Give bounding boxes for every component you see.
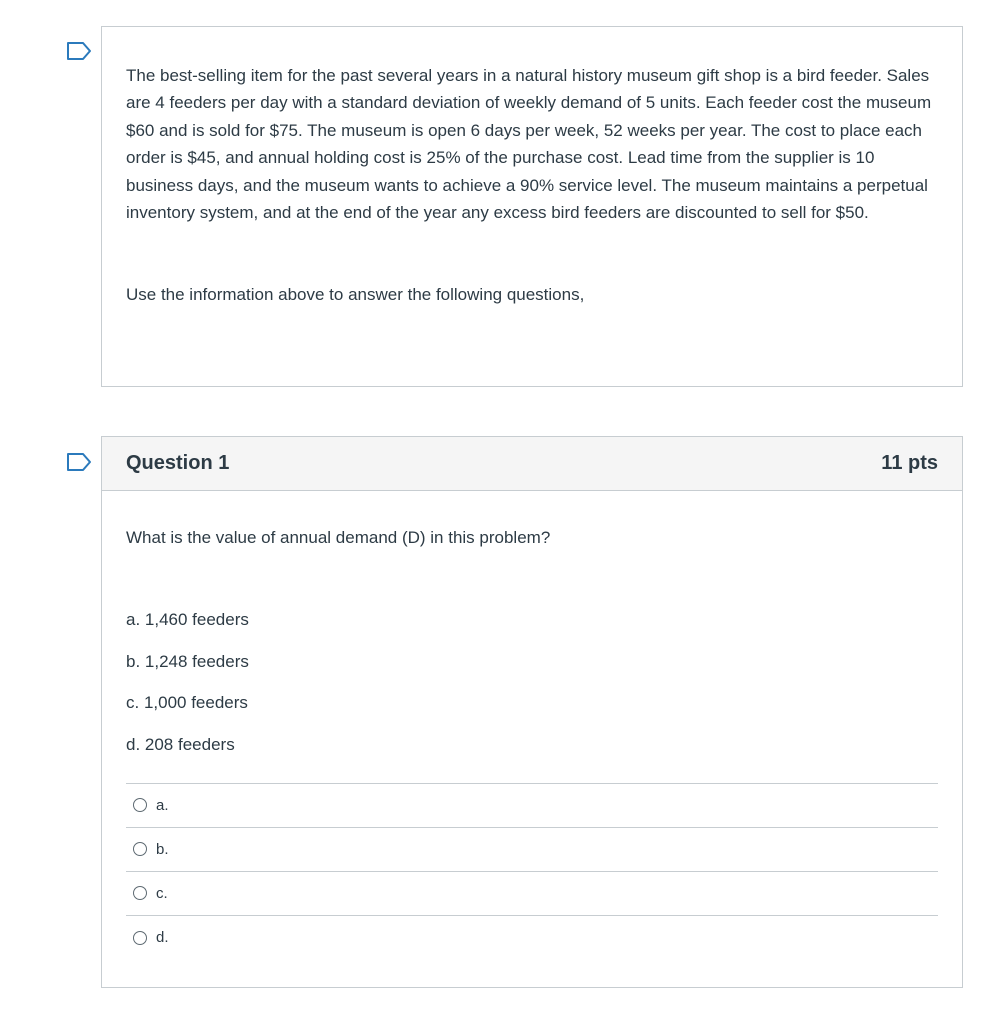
radio-button[interactable] xyxy=(133,842,147,856)
flag-icon[interactable] xyxy=(66,41,92,61)
intro-text: The best-selling item for the past several years in a natural history museum gift shop is a bird feeder. Sales are 4 feeders per day with a standard deviation of weekly demand of 5 units. Each feeder cost the museum $60 and is sold for $75. The museum is open 6 days per week, 52 weeks per year. The cost to place each order is $45, and annual holding cost is 25% of the purchase cost. Lead time from the supplier is 10 business days, and the museum wants to achieve a 90% service level. The museum maintains a perpetual inventory system, and at the end of the year any excess bird feeders are discounted to sell for $50. xyxy=(126,66,932,223)
question-card xyxy=(101,436,963,988)
intro-followup: Use the information above to answer the following questions, xyxy=(126,285,585,305)
radio-button[interactable] xyxy=(133,931,147,945)
answer-option-a[interactable] xyxy=(126,784,938,828)
flag-icon[interactable] xyxy=(66,452,92,472)
answer-label[interactable]: d. xyxy=(156,929,169,946)
intro-card xyxy=(101,26,963,387)
answer-label[interactable]: a. xyxy=(156,796,169,814)
answer-label[interactable]: c. xyxy=(156,884,168,902)
question-title: Question 1 xyxy=(126,452,230,474)
answer-list xyxy=(126,783,938,960)
choice-item: a. 1,460 feeders xyxy=(126,610,249,629)
choice-item: d. 208 feeders xyxy=(126,734,235,754)
answer-option-b[interactable] xyxy=(126,828,938,872)
answer-label[interactable]: b. xyxy=(156,840,169,858)
answer-option-d[interactable] xyxy=(126,916,938,960)
question-text: What is the value of annual demand (D) in this problem? xyxy=(126,528,551,547)
question-header xyxy=(102,437,962,491)
question-points: 11 pts xyxy=(881,452,938,474)
answer-option-c[interactable] xyxy=(126,872,938,916)
choice-list xyxy=(126,607,938,758)
choice-item: c. 1,000 feeders xyxy=(126,693,248,712)
choice-item: b. 1,248 feeders xyxy=(126,651,249,671)
radio-button[interactable] xyxy=(133,886,147,900)
radio-button[interactable] xyxy=(133,798,147,812)
